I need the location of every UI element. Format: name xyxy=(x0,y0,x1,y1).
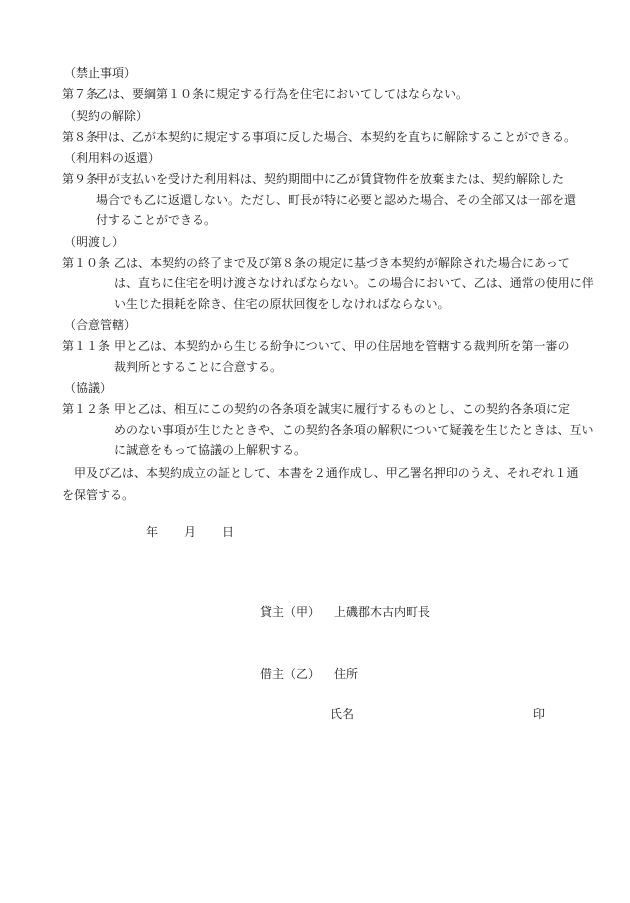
article-10-heading: （明渡し） xyxy=(64,234,125,249)
article-10 xyxy=(62,253,594,315)
contract-date xyxy=(146,523,234,540)
article-11 xyxy=(62,336,582,377)
borrower-name-row xyxy=(330,705,545,722)
article-11-line-2: 裁判所とすることに合意する。 xyxy=(114,359,283,374)
borrower-label: 借主（乙） xyxy=(260,667,321,681)
article-12-number: 第１２条 xyxy=(62,402,111,416)
article-8-number: 第８条 xyxy=(62,129,99,144)
article-10-line-3: い生じた損耗を除き、住宅の原状回復をしなければならない。 xyxy=(114,296,450,311)
article-12-line-1: 甲と乙は、相互にこの契約の各条項を誠実に履行するものとし、この契約各条項に定 xyxy=(114,402,571,416)
date-day: 日 xyxy=(222,525,235,539)
article-8 xyxy=(62,127,582,148)
lender-label: 貸主（甲） xyxy=(260,605,321,619)
article-7 xyxy=(62,84,582,105)
seal-mark: 印 xyxy=(532,707,545,721)
article-11-line-1: 甲と乙は、本契約から生じる紛争について、甲の住居地を管轄する裁判所を第一審の xyxy=(114,339,570,353)
article-9-line-3: 付することができる。 xyxy=(96,213,217,227)
article-7-number: 第７条 xyxy=(62,87,99,101)
date-year: 年 xyxy=(146,525,159,539)
article-10-number: 第１０条 xyxy=(62,255,111,270)
borrower-name-label: 氏名 xyxy=(330,707,355,721)
article-10-line-2: は、直ちに住宅を明け渡さなければならない。この場合において、乙は、通常の使用に伴 xyxy=(114,276,594,290)
article-9-number: 第９条 xyxy=(62,172,99,186)
closing-statement xyxy=(62,462,582,506)
article-9-heading: （利用料の返還） xyxy=(64,151,161,165)
article-8-line-1: 甲は、乙が本契約に規定する事項に反した場合、本契約を直ちに解除することができる。 xyxy=(96,129,577,144)
article-9-line-2: 場合でも乙に返還しない。ただし、町長が特に必要と認めた場合、その全部又は一部を還 xyxy=(96,192,577,207)
article-8-heading: （契約の解除） xyxy=(64,108,149,123)
article-7-line-1: 乙は、要綱第１０条に規定する行為を住宅においてしてはならない。 xyxy=(96,87,469,101)
lender-name: 上磯郡木古内町長 xyxy=(334,605,431,619)
article-10-line-1: 乙は、本契約の終了まで及び第８条の規定に基づき本契約が解除された場合にあって xyxy=(114,255,570,270)
borrower-address-label: 住所 xyxy=(334,667,359,681)
article-12-line-3: に誠意をもって協議の上解釈する。 xyxy=(114,443,307,457)
lender-block xyxy=(260,603,430,620)
article-11-number: 第１１条 xyxy=(62,339,111,353)
article-7-heading: （禁止事項） xyxy=(64,66,137,80)
closing-line-2: を保管する。 xyxy=(62,488,135,502)
article-12-line-2: めのない事項が生じたときや、この契約各条項の解釈について疑義を生じたときは、互い xyxy=(114,422,594,437)
article-9-line-1: 甲が支払いを受けた利用料は、契約期間中に乙が賃貸物件を放棄または、契約解除した xyxy=(96,172,565,186)
borrower-block xyxy=(260,665,358,682)
date-month: 月 xyxy=(184,525,197,539)
article-9 xyxy=(62,169,582,231)
closing-line-1: 甲及び乙は、本契約成立の証として、本書を２通作成し、甲乙署名押印のうえ、それぞれ１通 xyxy=(74,466,579,480)
article-list xyxy=(62,62,594,461)
article-11-heading: （合意管轄） xyxy=(64,318,137,332)
article-12 xyxy=(62,399,594,461)
article-12-heading: （協議） xyxy=(64,381,113,395)
